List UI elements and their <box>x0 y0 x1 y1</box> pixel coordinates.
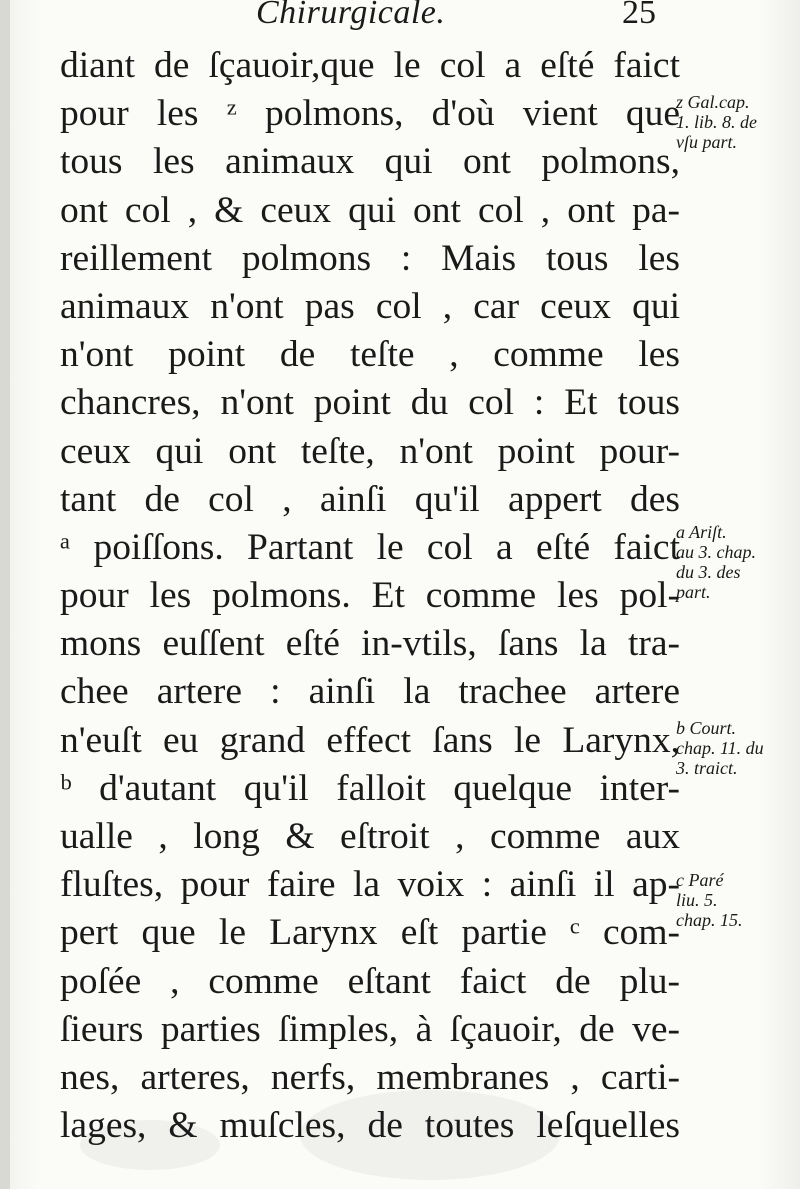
text-line: n'euſt eu grand effect ſans le Larynx, <box>60 719 680 761</box>
text-line: ualle , long & eſtroit , comme aux <box>60 816 680 857</box>
text-line: lages, & muſcles, de toutes leſquelles <box>60 1105 680 1147</box>
text-line: tous les animaux qui ont polmons, <box>60 141 680 183</box>
text-line: mons euſſent eſté in-vtils, ſans la tra- <box>60 623 680 665</box>
page-gutter <box>0 0 10 1189</box>
text-line: ſieurs parties ſimples, à ſçauoir, de ve- <box>60 1008 680 1050</box>
note-line: c Paré <box>676 870 724 890</box>
text-line: diant de ſçauoir,que le col a eſté faict <box>60 45 680 86</box>
text-line: chee artere : ainſi la trachee artere <box>60 671 680 713</box>
marginal-note-b <box>676 718 764 778</box>
note-line: z Gal.cap. <box>676 92 750 112</box>
text-line: chancres, n'ont point du col : Et tous <box>60 382 680 424</box>
text-line: pour les ᶻ polmons, d'où vient que <box>60 93 680 135</box>
page-number: 25 <box>622 0 656 31</box>
note-line: chap. 15. <box>676 910 743 930</box>
text-line: pert que le Larynx eſt partie ᶜ com- <box>60 912 680 954</box>
note-line: au 3. chap. <box>676 542 756 562</box>
text-line: tant de col , ainſi qu'il appert des <box>60 478 680 520</box>
note-line: vſu part. <box>676 132 737 152</box>
text-line: pour les polmons. Et comme les pol- <box>60 575 680 617</box>
note-line: du 3. des <box>676 562 741 582</box>
note-line: part. <box>676 582 711 602</box>
note-line: chap. 11. du <box>676 738 764 758</box>
text-line: poſée , comme eſtant faict de plu- <box>60 960 680 1002</box>
text-line: reillement polmons : Mais tous les <box>60 237 680 279</box>
note-line: liu. 5. <box>676 890 718 910</box>
marginal-note-z <box>676 92 757 152</box>
note-line: 1. lib. 8. de <box>676 112 757 132</box>
note-line: 3. traict. <box>676 758 738 778</box>
text-line: ᵇ d'autant qu'il falloit quelque inter- <box>60 767 680 809</box>
running-head <box>0 0 800 40</box>
body-text <box>60 42 680 1150</box>
text-line: animaux n'ont pas col , car ceux qui <box>60 285 680 327</box>
marginal-note-c <box>676 870 743 930</box>
marginal-note-a <box>676 522 756 602</box>
text-line: nes, arteres, nerfs, membranes , carti- <box>60 1056 680 1098</box>
note-line: b Court. <box>676 718 737 738</box>
text-line: n'ont point de teſte , comme les <box>60 334 680 376</box>
running-head-title: Chirurgicale. <box>256 0 446 31</box>
text-line: ont col , & ceux qui ont col , ont pa- <box>60 189 680 231</box>
text-line: ceux qui ont teſte, n'ont point pour- <box>60 430 680 472</box>
text-line: fluſtes, pour faire la voix : ainſi il ap- <box>60 864 680 906</box>
text-line: ᵃ poiſſons. Partant le col a eſté faict <box>60 526 680 568</box>
note-line: a Ariſt. <box>676 522 727 542</box>
